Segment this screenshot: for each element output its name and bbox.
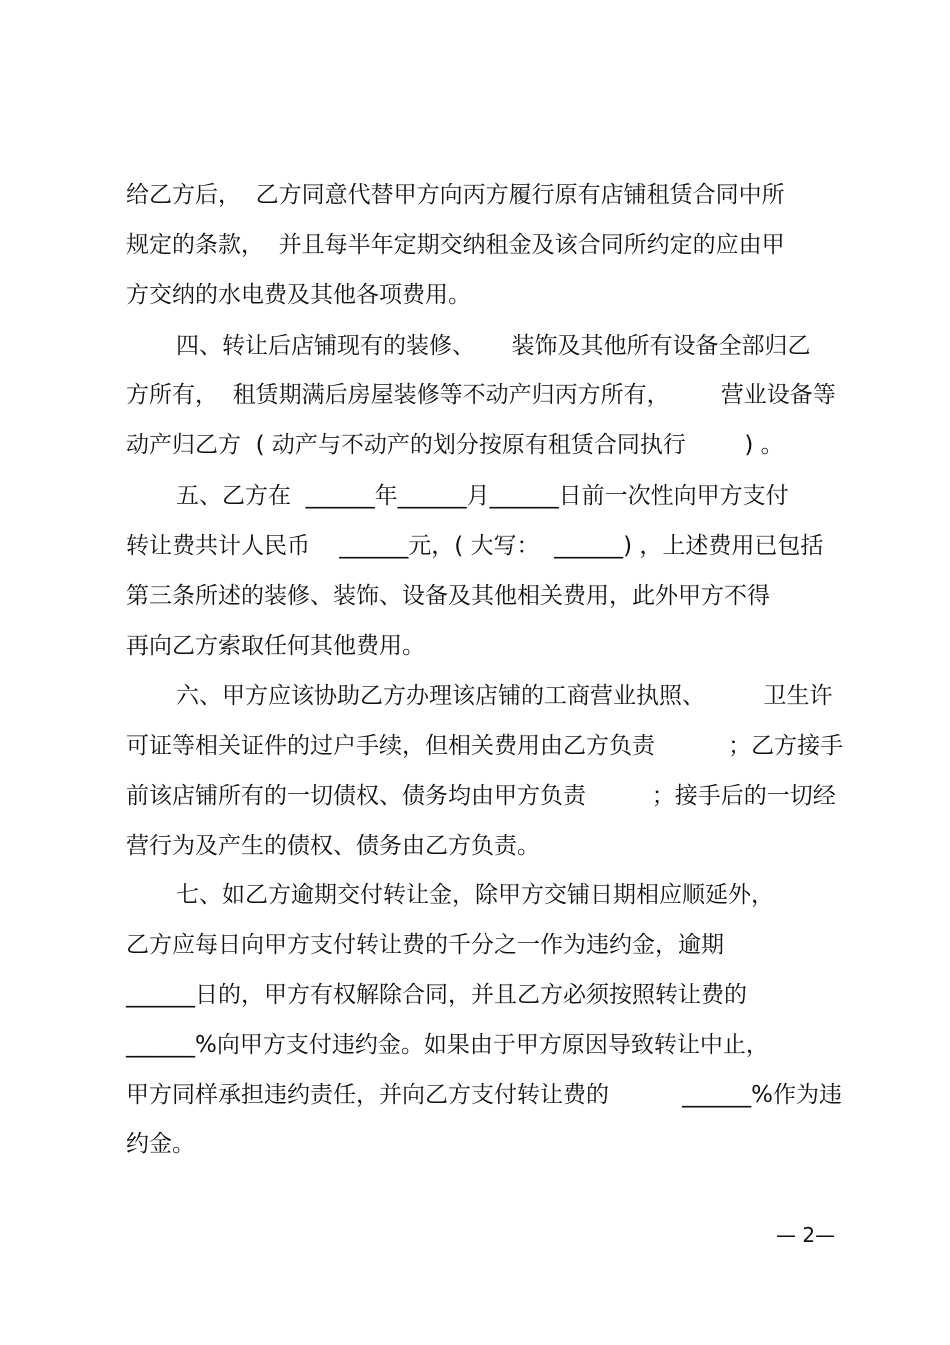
clause-4-line-3: 动产归乙方 ( 动产与不动产的划分按原有租赁合同执行 ) 。 bbox=[126, 432, 784, 458]
clause-5-line-1: 五、乙方在 ______年______月______日前一次性向甲方支付 bbox=[176, 483, 789, 509]
clause-4-line-1: 四、转让后店铺现有的装修、 装饰及其他所有设备全部归乙 bbox=[176, 333, 811, 359]
clause-7-line-1: 七、如乙方逾期交付转让金，除甲方交铺日期相应顺延外， bbox=[176, 882, 774, 908]
clause-6-line-3: 前该店铺所有的一切债权、债务均由甲方负责 ；接手后的一切经 bbox=[126, 783, 836, 809]
clause-4-line-2: 方所有， 租赁期满后房屋装修等不动产归丙方所有， 营业设备等 bbox=[126, 382, 836, 408]
paragraph-3-line-2: 规定的条款， 并且每半年定期交纳租金及该合同所约定的应由甲 bbox=[126, 232, 785, 258]
clause-5-line-2: 转让费共计人民币 ______元，( 大写： ______) ，上述费用已包括 bbox=[126, 533, 824, 559]
clause-7-line-5: 甲方同样承担违约责任，并向乙方支付转让费的 ______%作为违 bbox=[126, 1082, 842, 1108]
clause-5-line-3: 第三条所述的装修、装饰、设备及其他相关费用，此外甲方不得 bbox=[126, 583, 770, 609]
clause-6-line-1: 六、甲方应该协助乙方办理该店铺的工商营业执照、 卫生许 bbox=[176, 683, 833, 709]
paragraph-3-line-1: 给乙方后， 乙方同意代替甲方向丙方履行原有店铺租赁合同中所 bbox=[126, 182, 785, 208]
clause-7-line-2: 乙方应每日向甲方支付转让费的千分之一作为违约金，逾期 bbox=[126, 932, 724, 958]
clause-5-line-4: 再向乙方索取任何其他费用。 bbox=[126, 633, 425, 659]
page-number: — 2— bbox=[776, 1223, 836, 1247]
clause-7-line-4: ______%向甲方支付违约金。如果由于甲方原因导致转让中止， bbox=[126, 1032, 769, 1058]
clause-6-line-2: 可证等相关证件的过户手续，但相关费用由乙方负责 ；乙方接手 bbox=[126, 733, 844, 759]
paragraph-3-line-3: 方交纳的水电费及其他各项费用。 bbox=[126, 282, 471, 308]
clause-7-line-3: ______日的，甲方有权解除合同，并且乙方必须按照转让费的 bbox=[126, 982, 747, 1008]
clause-6-line-4: 营行为及产生的债权、债务由乙方负责。 bbox=[126, 833, 540, 859]
clause-7-line-6: 约金。 bbox=[126, 1131, 195, 1157]
